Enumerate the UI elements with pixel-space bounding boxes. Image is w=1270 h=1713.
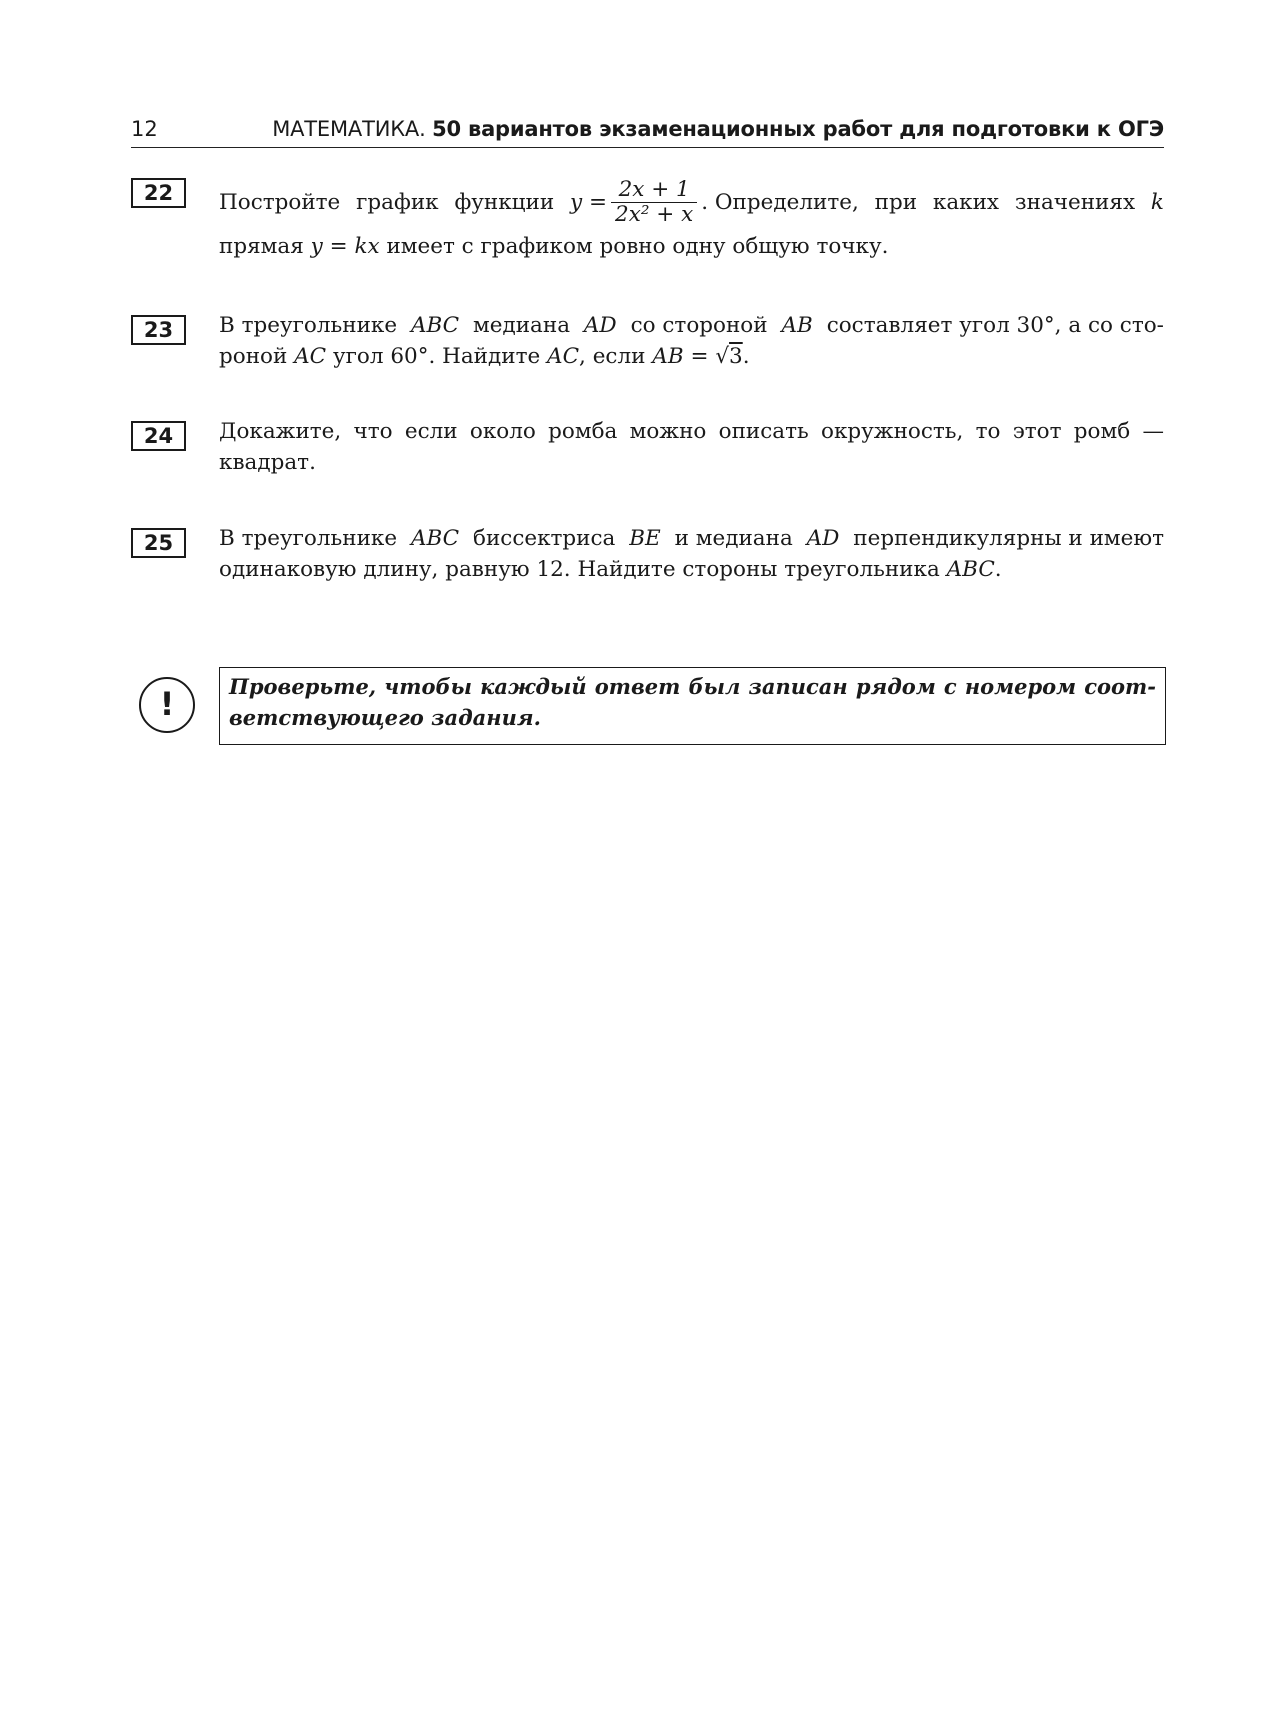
notice-word: ответ xyxy=(594,674,681,699)
notice-box xyxy=(219,667,1166,745)
task-text xyxy=(219,523,1164,585)
punct: . xyxy=(742,344,750,369)
page-number: 12 xyxy=(131,117,158,141)
text-run: и медиана xyxy=(674,526,793,551)
word: что xyxy=(353,419,393,444)
running-title xyxy=(272,117,1164,141)
fraction-numerator: 2x + 1 xyxy=(611,178,697,203)
word: описать xyxy=(718,419,809,444)
function-formula xyxy=(570,178,859,227)
task-number: 22 xyxy=(131,178,186,208)
math-var: ABC xyxy=(946,557,995,582)
word: прямая xyxy=(219,234,304,259)
text-run: медиана xyxy=(473,313,571,338)
text-run: роной xyxy=(219,344,288,369)
notice-word: с xyxy=(943,674,957,699)
text-run: перпендикулярны и имеют xyxy=(853,526,1164,551)
radicand: 3 xyxy=(729,344,743,369)
notice-word: соот- xyxy=(1084,674,1156,699)
math-var: AB xyxy=(652,344,684,369)
task-text xyxy=(219,310,1164,372)
task-number: 24 xyxy=(131,421,186,451)
word: окружность, xyxy=(821,419,964,444)
task-line xyxy=(219,416,1164,447)
punct: . xyxy=(994,557,1002,582)
math-var: AD xyxy=(806,526,840,551)
notice-word: Проверьте, xyxy=(229,674,377,699)
text-run: одинаковую длину, равную 12. Найдите стороны треугольника xyxy=(219,557,940,582)
math-var: AD xyxy=(583,313,617,338)
notice-word: каждый xyxy=(480,674,587,699)
text-run: , если xyxy=(579,344,646,369)
word: ромба xyxy=(548,419,618,444)
task-line xyxy=(219,554,1164,585)
text-run: составляет угол 30°, а со сто- xyxy=(826,313,1164,338)
text-run: биссектриса xyxy=(473,526,616,551)
notice-line: ветствующего задания. xyxy=(229,705,541,730)
math-expr: y = kx xyxy=(310,234,380,259)
running-title-subject: МАТЕМАТИКА. xyxy=(272,117,426,141)
word: функции xyxy=(454,189,555,215)
fraction-denominator: 2x² + x xyxy=(615,201,694,227)
running-title-subtitle: 50 вариантов экзаменационных работ для подготовки к ОГЭ xyxy=(432,117,1164,141)
math-var: y xyxy=(570,189,583,215)
notice-line xyxy=(229,671,1156,702)
task-number: 25 xyxy=(131,528,186,558)
math-var: AC xyxy=(547,344,580,369)
word: значениях xyxy=(1014,189,1136,215)
task-line xyxy=(219,310,1164,341)
word: около xyxy=(469,419,536,444)
word: ромб xyxy=(1073,419,1131,444)
text-run: В треугольнике xyxy=(219,526,398,551)
math-eq: = √ xyxy=(690,344,730,369)
task-number: 23 xyxy=(131,315,186,345)
text-run: угол 60°. Найдите xyxy=(332,344,541,369)
word: если xyxy=(404,419,458,444)
text-run: имеет с графиком ровно одну общую точку. xyxy=(386,234,889,259)
task-line xyxy=(219,341,1164,372)
task-line xyxy=(219,231,1164,262)
task-text xyxy=(219,176,1164,262)
word: этот xyxy=(1012,419,1062,444)
word: Докажите, xyxy=(219,419,342,444)
task-line xyxy=(219,176,1164,228)
task-text xyxy=(219,416,1164,478)
math-var: AC xyxy=(294,344,327,369)
math-eq: = xyxy=(589,189,608,215)
notice-word: рядом xyxy=(855,674,936,699)
math-var: ABC xyxy=(410,526,460,551)
word: можно xyxy=(629,419,707,444)
text-run: В треугольнике xyxy=(219,313,398,338)
word: график xyxy=(356,189,439,215)
word: . Определите, xyxy=(701,189,859,215)
notice-word: был xyxy=(688,674,741,699)
notice-text xyxy=(229,671,1156,733)
exclamation-icon: ! xyxy=(139,677,195,733)
fraction xyxy=(611,178,697,227)
word: каких xyxy=(932,189,1000,215)
notice-word: номером xyxy=(964,674,1077,699)
notice-word: записан xyxy=(748,674,848,699)
task-line xyxy=(219,523,1164,554)
word: Постройте xyxy=(219,189,341,215)
notice-word: чтобы xyxy=(384,674,473,699)
text-run: со стороной xyxy=(630,313,768,338)
word: то xyxy=(975,419,1001,444)
math-var: k xyxy=(1150,189,1164,215)
running-header xyxy=(131,113,1164,148)
word: при xyxy=(874,189,918,215)
math-var: AB xyxy=(781,313,813,338)
word: — xyxy=(1142,419,1164,444)
task-line: квадрат. xyxy=(219,450,316,475)
math-var: ABC xyxy=(410,313,460,338)
math-var: BE xyxy=(629,526,661,551)
